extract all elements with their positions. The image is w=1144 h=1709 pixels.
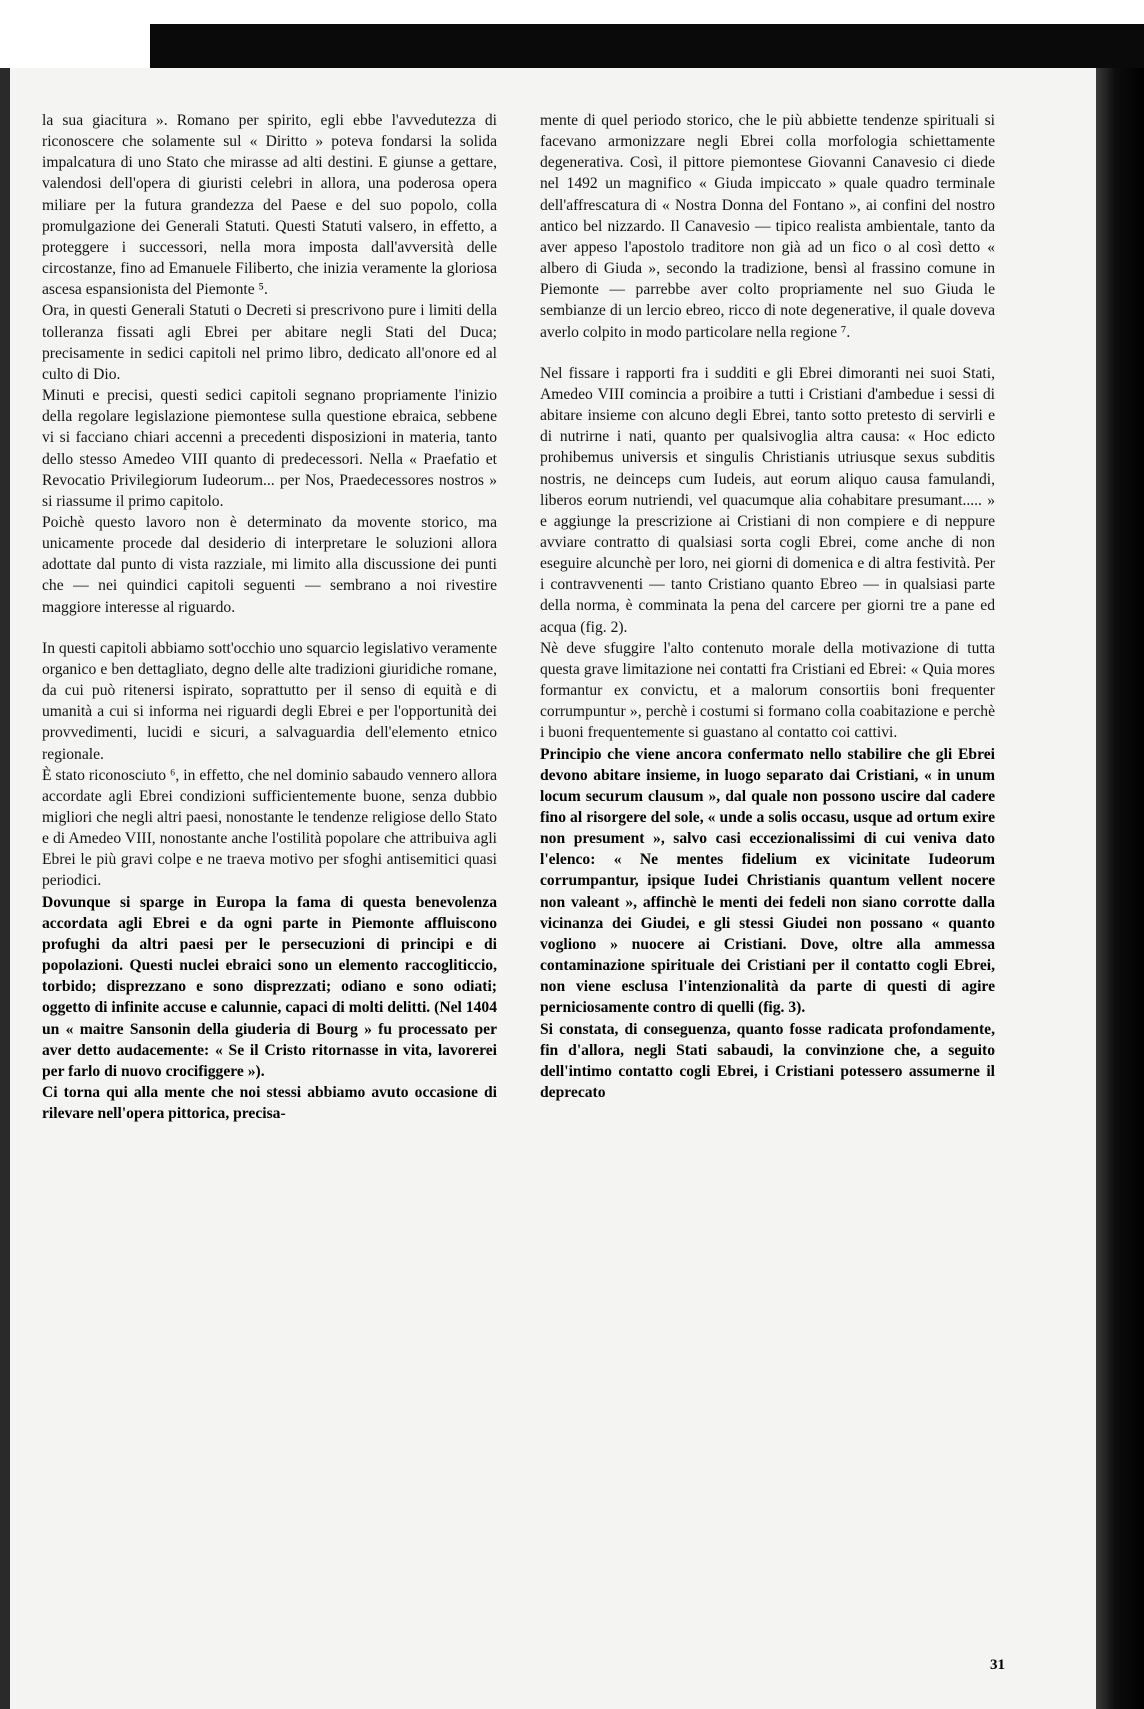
paragraph: Poichè questo lavoro non è determinato da movente storico, ma unicamente procede dal desiderio di interpretare le soluzioni allora adottate dal punto di vista razziale, mi limito alla discussione dei punti che — nei quindici capitoli seguenti — sembrano a noi rivestire maggiore interesse al riguardo. xyxy=(42,513,497,616)
paragraph: Minuti e precisi, questi sedici capitoli segnano propriamente l'inizio della regolare legislazione piemontese sulla questione ebraica, sebbene vi si facciano chiari accenni a precedenti disposizioni in materia, tanto dello stesso Amedeo VIII quanto di predecessori. Nella « Praefatio et Revocatio Privilegiorum Iudeorum... per Nos, Praedecessores nostros » si riassume il primo capitolo. xyxy=(42,387,497,510)
paragraph: Si constata, di conseguenza, quanto fosse radicata profondamente, fin d'allora, negli Stati sabaudi, la convinzione che, a seguito dell'intimo contatto cogli Ebrei, i Cristiani potessero assumerne il deprecato xyxy=(540,1020,995,1102)
paragraph: mente di quel periodo storico, che le più abbiette tendenze spirituali si facevano armonizzare negli Ebrei colla morfologia schiettamente degenerativa. Così, il pittore piemontese Giovanni Canavesio ci diede nel 1492 un magnifico « Giuda impiccato » quale quadro terminale dell'affrescatura di « Nostra Donna del Fontano », ai confini del nostro antico bel nizzardo. Il Canavesio — tipico realista ambientale, tanto da aver appeso l'apostolo traditore non già ad un fico o al così detto « albero di Giuda », secondo la tradizione, bensì al frassino comune in Piemonte — parrebbe aver colto propriamente nel suo Giuda le sembianze di un lercio ebreo, ricco di note degenerative, il quale doveva averlo colpito in modo particolare nella regione ⁷. xyxy=(540,112,995,341)
paragraph: È stato riconosciuto ⁶, in effetto, che nel dominio sabaudo vennero allora accordate agli Ebrei condizioni sufficientemente buone, senza dubbio migliori che negli altri paesi, nonostante le tendenze religiose dello Stato e di Amedeo VIII, nonostante anche l'ostilità popolare che attribuiva agli Ebrei le più gravi colpe e ne traeva motivo per sfoghi antisemitici quasi periodici. xyxy=(42,766,497,890)
right-page-edge xyxy=(1096,68,1144,1709)
paragraph: In questi capitoli abbiamo sott'occhio uno squarcio legislativo veramente organico e ben dettagliato, degno delle alte tradizioni giuridiche romane, da cui può ritenersi ispirato, soprattutto per il senso di equità e di umanità a cui si informa nei riguardi degli Ebrei e per l'opportunità dei provvedimenti, lucidi e sicuri, a salvaguardia dell'elemento etnico regionale. xyxy=(42,639,497,763)
paragraph: Nè deve sfuggire l'alto contenuto morale della motivazione di tutta questa grave limitazione nei contatti fra Cristiani ed Ebrei: « Quia mores formantur ex convictu, et a malorum consortiis boni frequenter corrumpuntur », perchè i costumi si formano colla coabitazione e perchè i buoni frequentemente si guastano al contatto coi cattivi. xyxy=(540,639,995,742)
paragraph: Ora, in questi Generali Statuti o Decreti si prescrivono pure i limiti della tolleranza fissati agli Ebrei per abitare negli Stati del Duca; precisamente in sedici capitoli nel primo libro, dedicato all'onore ed al culto di Dio. xyxy=(42,302,497,383)
page-number: 31 xyxy=(990,1657,1005,1673)
paragraph: Dovunque si sparge in Europa la fama di questa benevolenza accordata agli Ebrei e da ogni parte in Piemonte affluiscono profughi da altri paesi per le persecuzioni di principi e di popolazioni. Questi nuclei ebraici sono un elemento raccogliticcio, torbido; disprezzano e sono disprezzati; odiano e sono odiati; oggetto di infinite accuse e calunnie, capaci di molti delitti. (Nel 1404 un « maitre Sansonin della giuderia di Bourg » fu processato per aver detto audacemente: « Se il Cristo ritornasse in vita, lavorerei per farlo di nuovo crocifiggere »). xyxy=(42,893,497,1080)
top-dark-border xyxy=(150,24,1144,68)
paragraph: la sua giacitura ». Romano per spirito, egli ebbe l'avvedutezza di riconoscere che solamente sul « Diritto » poteva fondarsi la solida impalcatura di uno Stato che mirasse ad alti destini. E giunse a gettare, valendosi dell'opera di giuristi celebri in allora, una poderosa opera miliare per la futura grandezza del Paese e del suo popolo, colla promulgazione dei Generali Statuti. Questi Statuti valsero, in effetto, a proteggere i successori, nella mora imposta dall'avversità delle circostanze, fino ad Emanuele Filiberto, che inizia veramente la gloriosa ascesa espansionista del Piemonte ⁵. xyxy=(42,112,497,299)
left-edge-strip xyxy=(0,68,10,1709)
section-gap xyxy=(540,343,995,363)
right-text-column xyxy=(540,110,995,1103)
left-text-column xyxy=(42,110,497,1124)
paragraph: Ci torna qui alla mente che noi stessi abbiamo avuto occasione di rilevare nell'opera pittorica, precisa- xyxy=(42,1084,497,1123)
paragraph: Nel fissare i rapporti fra i sudditi e gli Ebrei dimoranti nei suoi Stati, Amedeo VIII comincia a proibire a tutti i Cristiani d'ambedue i sessi di abitare insieme con alcuno degli Ebrei, tanto sotto pretesto di servirli e di nutrirne i nati, quanto per qualsivoglia altra causa: « Hoc edicto prohibemus universis et singulis Christianis utriusque sexus subditis nostris, ne deinceps cum Iudeis, aut eorum aliquo causa famulandi, liberos eorum nutriendi, vel quacumque alia cohabitare presumant..... » e aggiunge la prescrizione ai Cristiani di non compiere e di neppure avviare contratto di qualsiasi sorta cogli Ebrei, come anche di non eseguire alcunchè per loro, nei giorni di domenica e di altra festività. Per i contravvenenti — tanto Cristiano quanto Ebreo — in qualsiasi parte della norma, è comminata la pena del carcere per giorni tre a pane ed acqua (fig. 2). xyxy=(540,364,995,636)
paragraph: Principio che viene ancora confermato nello stabilire che gli Ebrei devono abitare insieme, in luogo separato dai Cristiani, « in unum locum securum clausum », dal quale non possono uscire dal cadere fino al risorgere del sole, « unde a solis occasu, usque ad ortum exire non presument », salvo casi eccezionalissimi di cui veniva dato l'elenco: « Ne mentes fidelium ex vicinitate Iudeorum corrumpantur, ipsique Iudei Christianis quantum vellent nocere non valeant », affinchè le menti dei fedeli non siano corrotte dalla vicinanza dei Giudei, e gli stessi Giudei non possano « quanto vogliono » nuocere ai Cristiani. Dove, oltre alla ammessa contaminazione spirituale dei Cristiani per il contatto cogli Ebrei, non viene esclusa l'intenzionalità da parte di questi di agire perniciosamente contro di quelli (fig. 3). xyxy=(540,745,995,1017)
section-gap xyxy=(42,618,497,638)
book-page xyxy=(10,68,1096,1709)
